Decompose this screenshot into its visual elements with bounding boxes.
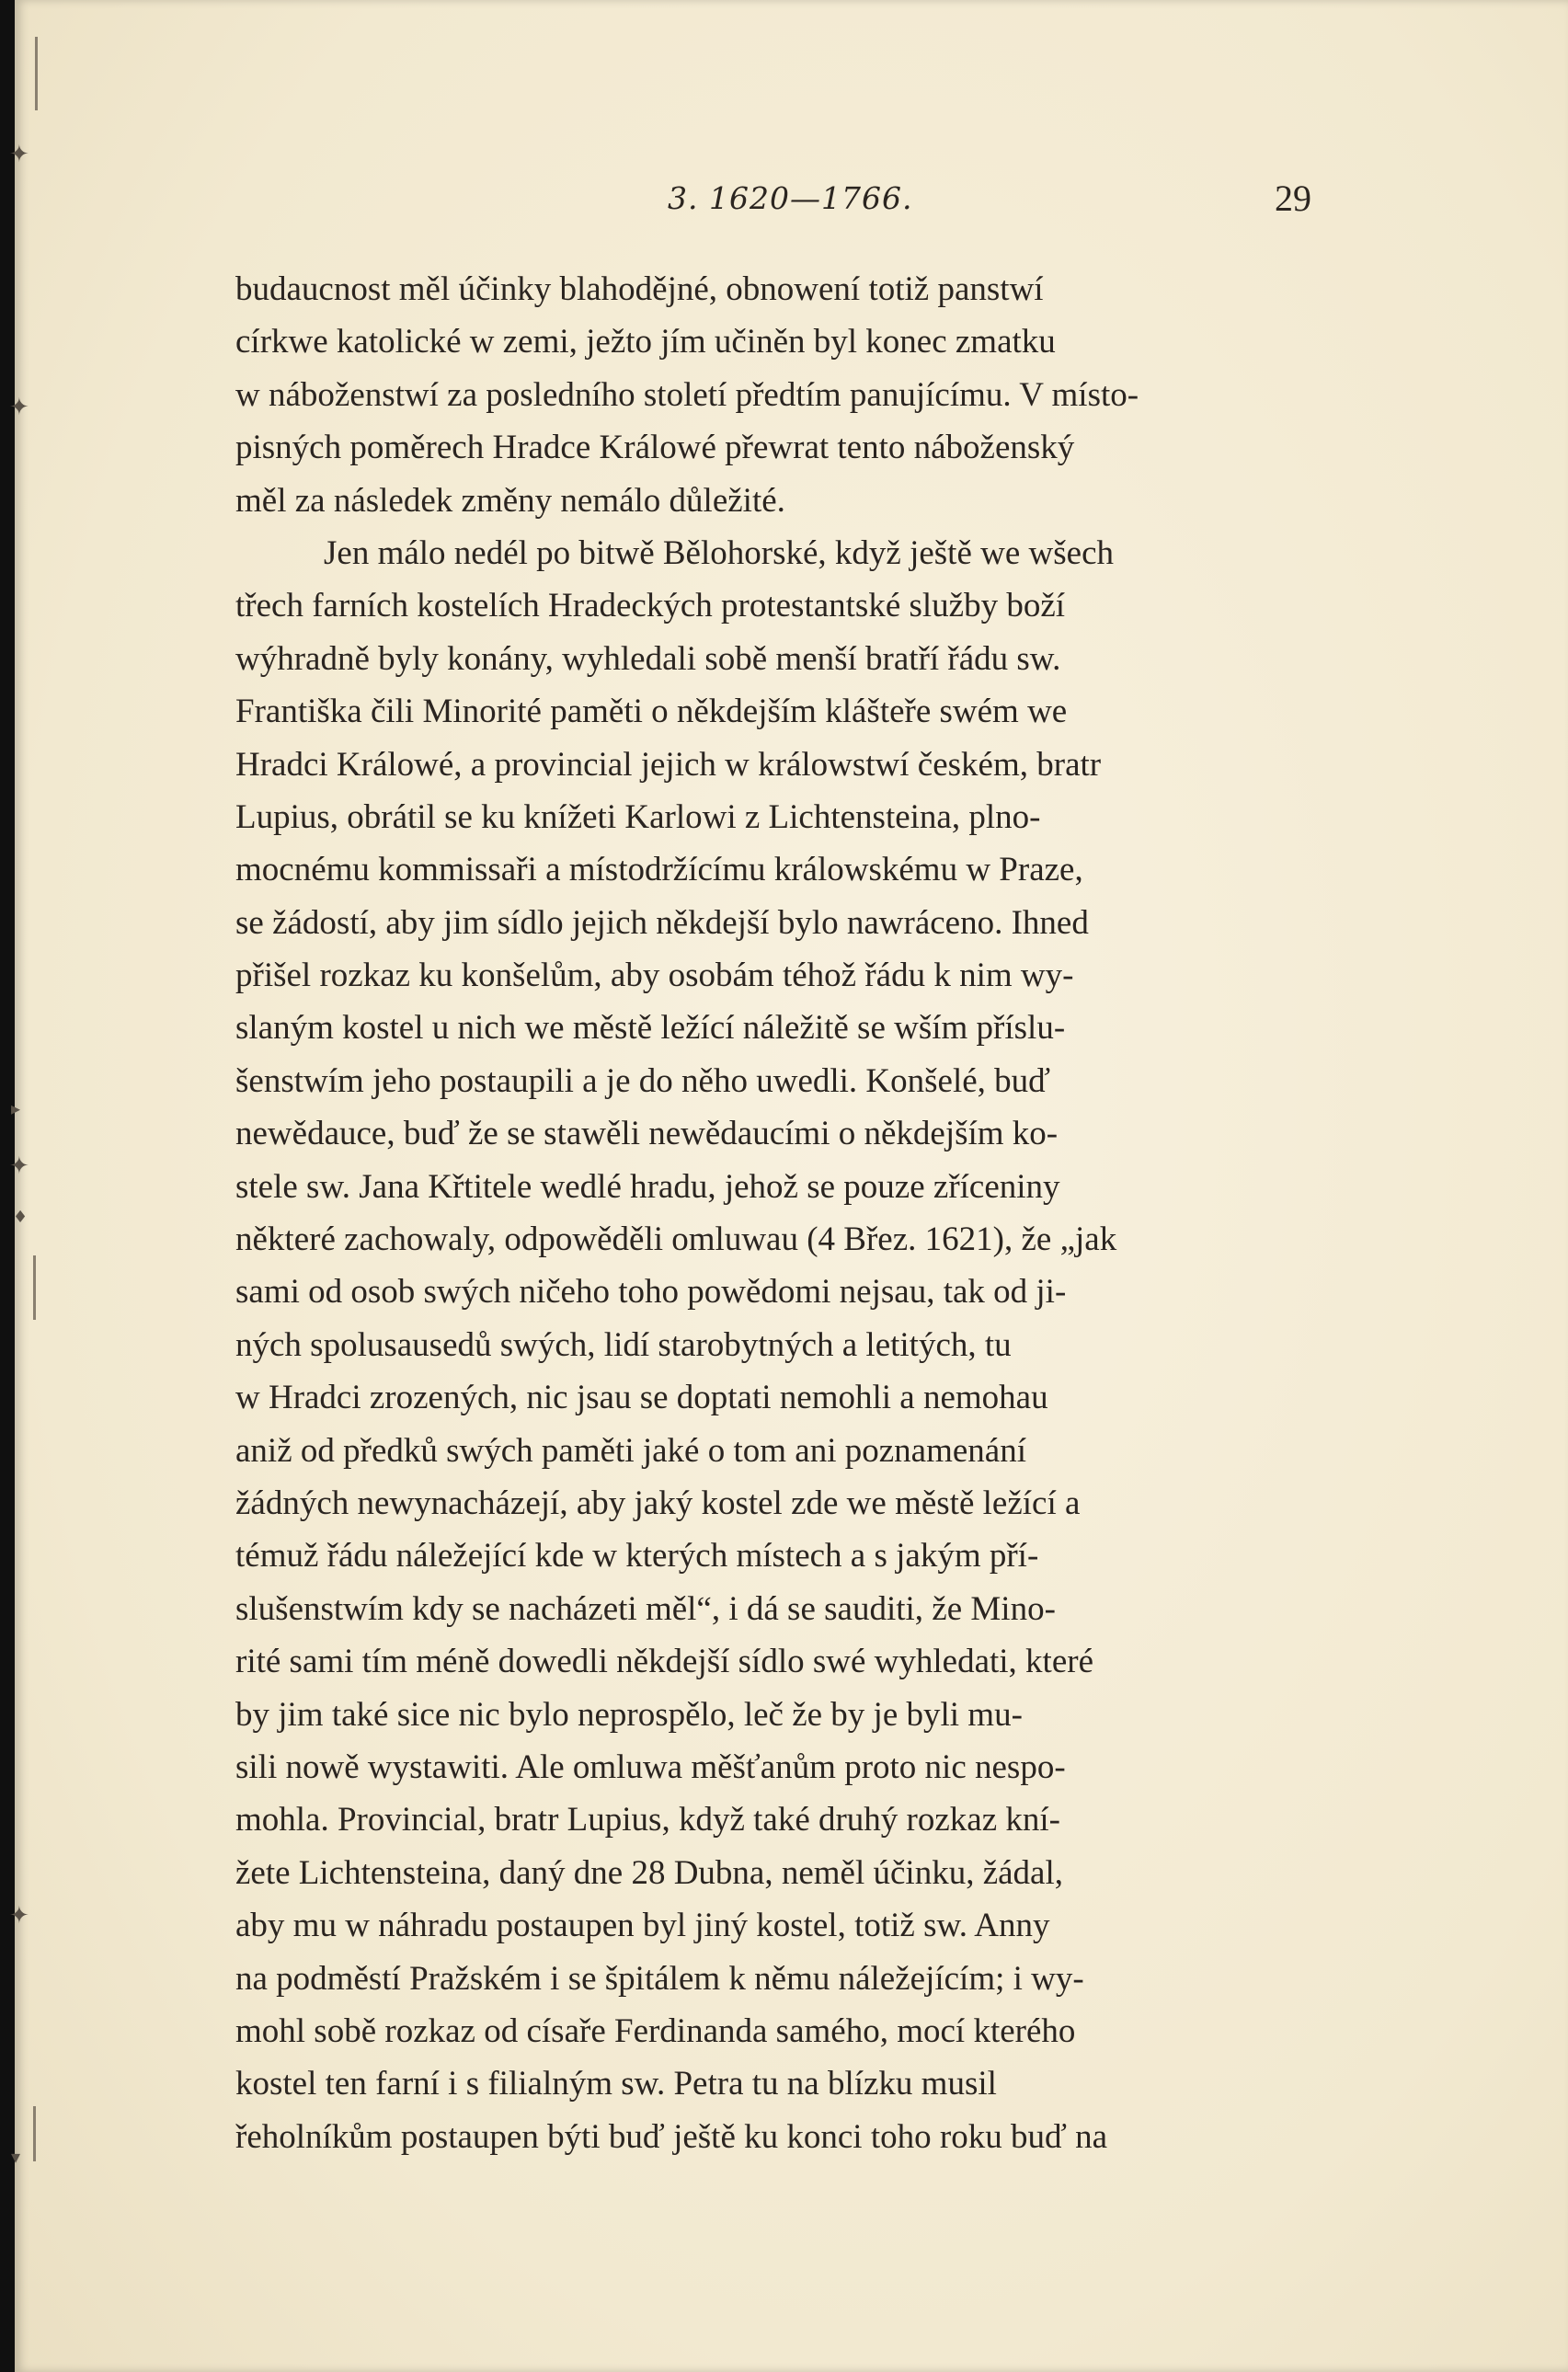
text-line: budaucnost měl účinky blahodějné, obnowení totiž panstwí [235,270,1044,308]
text-line: sili nowě wystawiti. Ale omluwa měšťanům proto nic nespo- [235,1747,1066,1786]
text-line: žete Lichtensteina, daný dne 28 Dubna, neměl účinku, žádal, [235,1853,1063,1892]
text-line: wýhradně byly konány, wyhledali sobě menší bratří řádu sw. [235,639,1061,678]
text-line: některé zachowaly, odpowěděli omluwau (4 Břez. 1621), že „jak [235,1220,1117,1259]
text-line: rité sami tím méně dowedli někdejší sídlo swé wyhledati, které [235,1643,1094,1681]
text-line: slaným kostel u nich we městě ležící náležitě se wším příslu- [235,1009,1066,1048]
text-line: Jen málo nedél po bitwě Bělohorské, když ještě we wšech [324,533,1114,572]
text-line: měl za následek změny nemálo důležité. [235,481,785,520]
text-line: mocnému kommissaři a místodržícímu králowskému w Praze, [235,851,1083,889]
text-line: církwe katolické w zemi, ježto jím učiněn byl konec zmatku [235,323,1056,361]
book-page [9,0,1568,2372]
binding-mark-icon: ✦ [9,394,29,421]
text-line: se žádostí, aby jim sídlo jejich někdejší bylo nawráceno. Ihned [235,903,1089,942]
text-line: žádných newynacházejí, aby jaký kostel zde we městě ležící a [235,1484,1081,1522]
text-line: Hradci Králowé, a provincial jejich w králowstwí českém, bratr [235,745,1102,784]
page-header [235,173,1311,224]
binding-edge-line [35,37,38,110]
page-number: 29 [1275,178,1311,219]
binding-mark-icon: ✦ [9,1152,29,1180]
binding-mark-icon: ♦ [13,1208,29,1227]
text-line: aby mu w náhradu postaupen byl jiný kostel, totiž sw. Anny [235,1907,1050,1945]
text-line: na podměstí Pražském i se špitálem k němu náležejícím; i wy- [235,1959,1084,1998]
text-line: slušenstwím kdy se nacházeti měl“, i dá se sauditi, že Mino- [235,1589,1056,1628]
text-line: mohla. Provincial, bratr Lupius, když také druhý rozkaz kní- [235,1801,1060,1839]
text-line: ných spolusausedů swých, lidí starobytných a letitých, tu [235,1325,1012,1364]
text-line: newědauce, buď že se stawěli newědaucími o někdejším ko- [235,1115,1059,1153]
body-text [235,263,1311,2163]
text-line: sami od osob swých ničeho toho powědomi nejsau, tak od ji- [235,1273,1067,1312]
binding-mark-icon: ✦ [9,141,29,168]
text-line: stele sw. Jana Křtitele wedlé hradu, jehož se pouze zříceniny [235,1167,1060,1206]
text-line: témuž řádu náležející kde w kterých místech a s jakým pří- [235,1537,1039,1576]
text-line: w Hradci zrozených, nic jsau se doptati nemohli a nemohau [235,1379,1048,1417]
text-line: w náboženstwí za posledního století předtím panujícímu. V místo- [235,375,1139,414]
text-line: Lupius, obrátil se ku knížeti Karlowi z Lichtensteina, plno- [235,797,1041,836]
text-line: aniž od předků swých paměti jaké o tom ani poznamenání [235,1431,1026,1470]
text-line: pisných poměrech Hradce Králowé přewrat tento náboženský [235,429,1075,467]
text-line: šenstwím jeho postaupili a je do něho uwedli. Konšelé, buď [235,1061,1051,1100]
text-line: přišel rozkaz ku konšelům, aby osobám téhož řádu k nim wy- [235,957,1074,995]
text-line: řeholníkům postaupen býti buď ještě ku konci toho roku buď na [235,2117,1108,2156]
binding-edge-line [33,1255,36,1320]
running-head: 3. 1620—1766. [668,180,913,216]
binding-mark-icon: ✦ [9,1902,29,1930]
text-line: mohl sobě rozkaz od císaře Ferdinanda samého, mocí kterého [235,2011,1076,2050]
text-line: Františka čili Minorité paměti o někdejším klášteře swém we [235,693,1068,731]
text-line: třech farních kostelích Hradeckých protestantské služby boží [235,587,1066,625]
binding-edge-line [33,2106,36,2161]
binding-mark-icon: ▸ [11,1097,21,1119]
binding-mark-icon: ▾ [11,2146,21,2168]
text-line: kostel ten farní i s filialným sw. Petra tu na blízku musil [235,2065,997,2103]
text-line: by jim také sice nic bylo neprospělo, leč že by je byli mu- [235,1695,1023,1734]
